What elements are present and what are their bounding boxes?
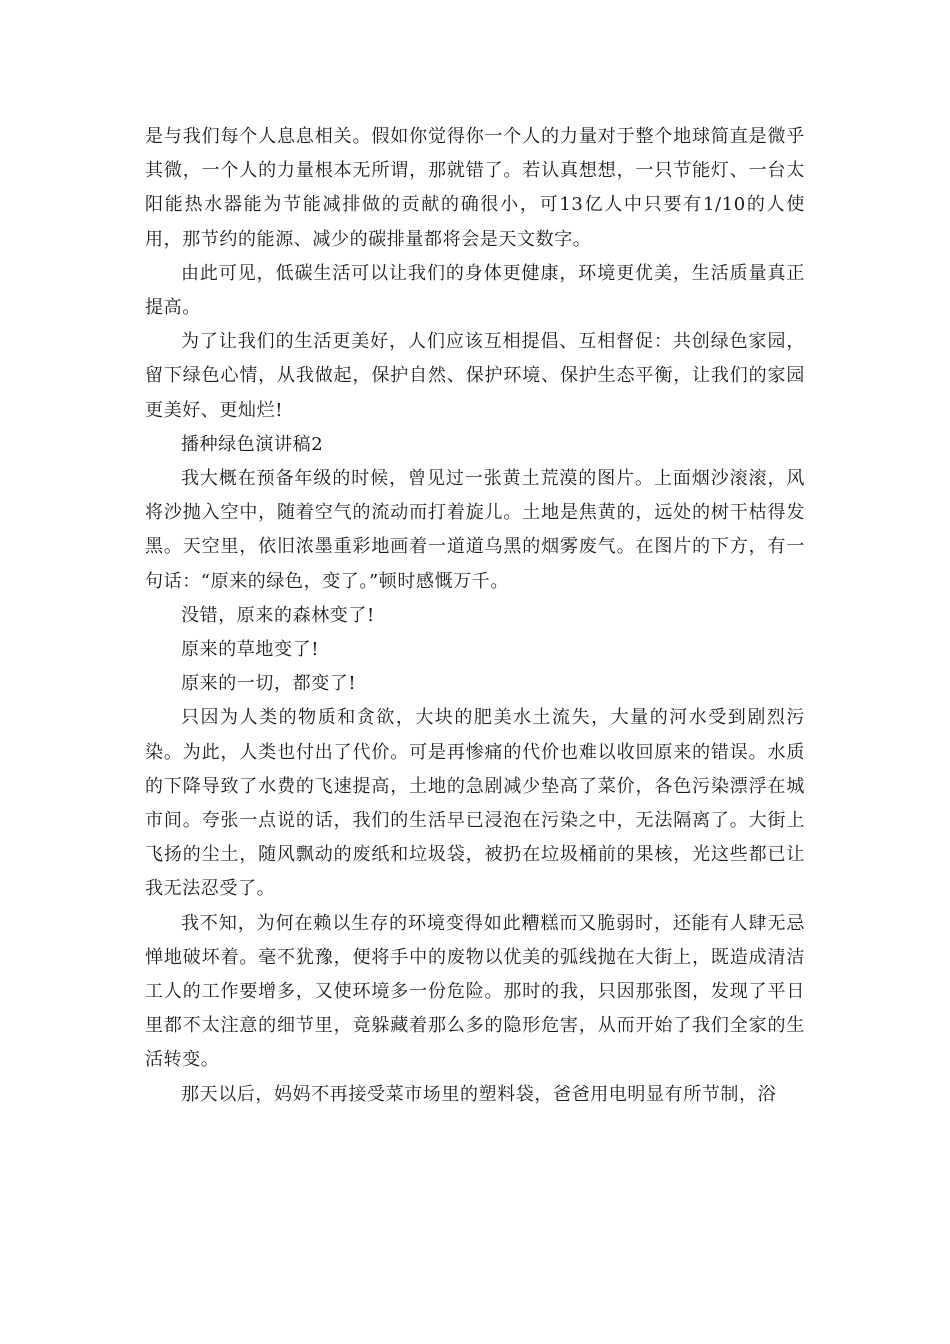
- paragraph-6: 没错，原来的森林变了!: [181, 604, 375, 626]
- paragraph-10: 我不知，为何在赖以生存的环境变得如此糟糕而又脆弱时，还能有人肆无忌惮地破坏着。毫不犹豫，便将手中的废物以优美的弧线抛在大街上，既造成清洁工人的工作要增多，又使环境多一份危险。那时的我，只因那张图，发现了平日里都不太注意的细节里，竟躲藏着那么多的隐形危害，从而开始了我们全家的生活转变。: [145, 912, 805, 1071]
- document-body: [145, 120, 805, 1112]
- paragraph-1: 是与我们每个人息息相关。假如你觉得你一个人的力量对于整个地球简直是微乎其微，一个人的力量根本无所谓，那就错了。若认真想想，一只节能灯、一台太阳能热水器能为节能减排做的贡献的确很小，可13亿人中只要有1/10的人使用，那节约的能源、减少的碳排量都将会是天文数字。: [145, 126, 805, 250]
- paragraph-11: 那天以后，妈妈不再接受菜市场里的塑料袋，爸爸用电明显有所节制，浴: [181, 1083, 777, 1105]
- paragraph-3: 为了让我们的生活更美好，人们应该互相提倡、互相督促：共创绿色家园，留下绿色心情，从我做起，保护自然、保护环境、保护生态平衡，让我们的家园更美好、更灿烂!: [145, 331, 805, 421]
- paragraph-2: 由此可见，低碳生活可以让我们的身体更健康，环境更优美，生活质量真正提高。: [145, 262, 805, 319]
- section-heading: 播种绿色演讲稿2: [181, 433, 324, 455]
- paragraph-5: 我大概在预备年级的时候，曾见过一张黄土荒漠的图片。上面烟沙滚滚，风将沙抛入空中，随着空气的流动而打着旋儿。土地是焦黄的，远处的树干枯得发黑。天空里，依旧浓墨重彩地画着一道道乌黑的烟雾废气。在图片的下方，有一句话：“原来的绿色，变了。”顿时感慨万千。: [145, 468, 805, 592]
- paragraph-8: 原来的一切，都变了!: [181, 673, 357, 695]
- paragraph-9: 只因为人类的物质和贪欲，大块的肥美水土流失，大量的河水受到剧烈污染。为此，人类也付出了代价。可是再惨痛的代价也难以收回原来的错误。水质的下降导致了水费的飞速提高，土地的急剧减少垫高了菜价，各色污染漂浮在城市间。夸张一点说的话，我们的生活早已浸泡在污染之中，无法隔离了。大街上飞扬的尘土，随风飘动的废纸和垃圾袋，被扔在垃圾桶前的果核，光这些都已让我无法忍受了。: [145, 707, 805, 900]
- paragraph-7: 原来的草地变了!: [181, 639, 320, 661]
